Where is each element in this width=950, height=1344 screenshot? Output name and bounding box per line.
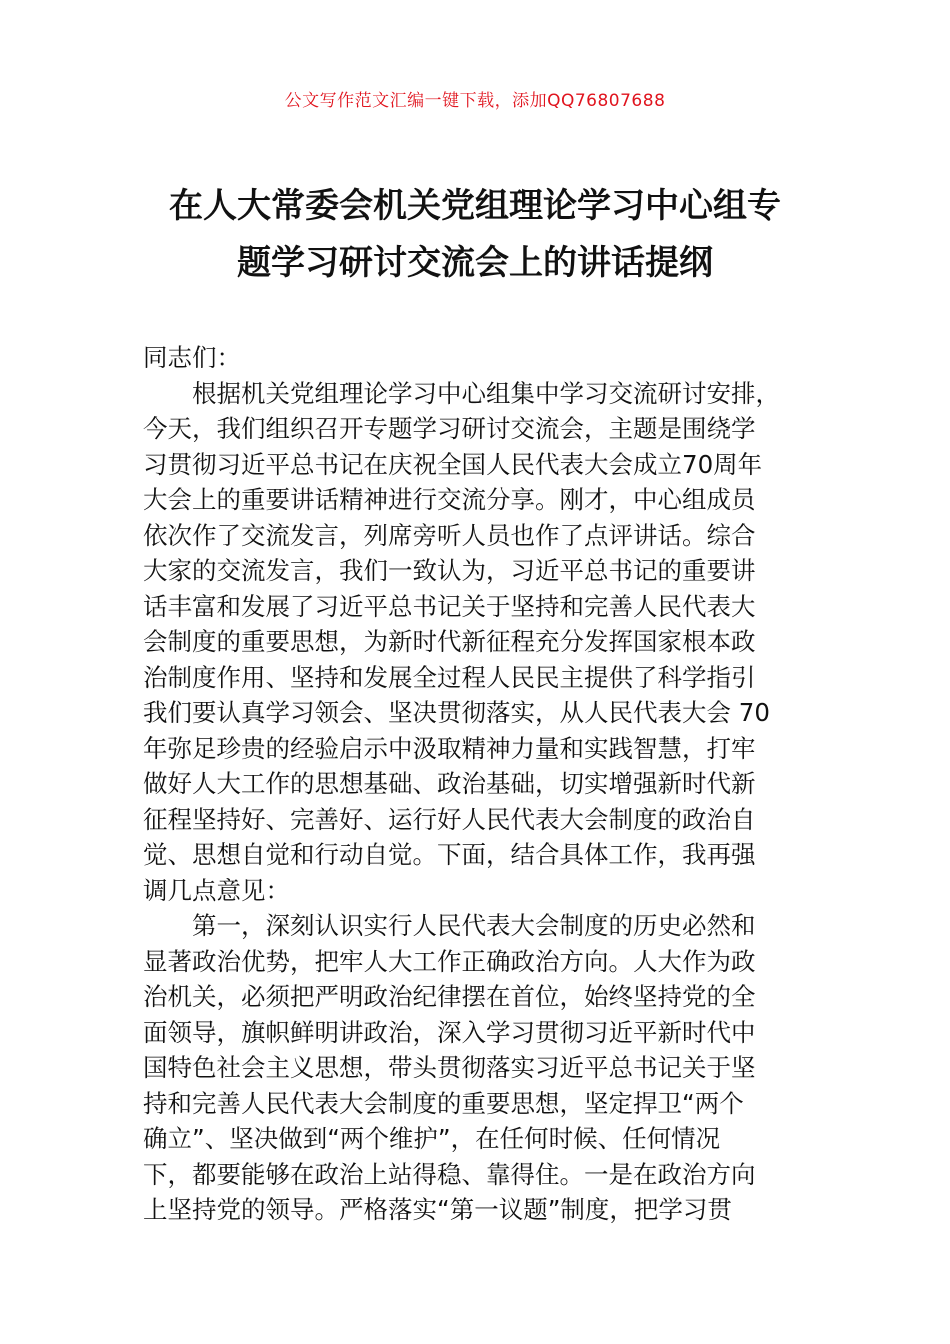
title-line: 在人大常委会机关党组理论学习中心组专 xyxy=(169,186,781,226)
text-line: 年弥足珍贵的经验启示中汲取精神力量和实践智慧，打牢 xyxy=(143,733,756,763)
text-line: 治制度作用、坚持和发展全过程人民民主提供了科学指引 xyxy=(143,662,756,692)
salutation: 同志们： xyxy=(143,343,241,372)
text-line: 今天，我们组织召开专题学习研讨交流会，主题是围绕学 xyxy=(143,414,756,443)
text-line: 习贯彻习近平总书记在庆祝全国人民代表大会成立70周年 xyxy=(143,449,763,479)
text-line: 依次作了交流发言，列席旁听人员也作了点评讲话。综合 xyxy=(143,520,756,550)
text-line: 上坚持党的领导。严格落实“第一议题”制度，把学习贯 xyxy=(143,1195,732,1224)
text-line: 治机关，必须把严明政治纪律摆在首位，始终坚持党的全 xyxy=(143,982,756,1011)
title-line: 题学习研讨交流会上的讲话提纲 xyxy=(237,243,713,283)
paragraph-1 xyxy=(143,376,809,909)
text-line: 大会上的重要讲话精神进行交流分享。刚才，中心组成员 xyxy=(143,485,756,514)
text-line: 国特色社会主义思想，带头贯彻落实习近平总书记关于坚 xyxy=(143,1053,756,1082)
text-line: 显著政治优势，把牢人大工作正确政治方向。人大作为政 xyxy=(143,946,756,976)
text-line: 我们要认真学习领会、坚决贯彻落实，从人民代表大会 70 xyxy=(143,698,770,727)
text-line: 确立”、坚决做到“两个维护”，在任何时候、任何情况 xyxy=(143,1124,721,1153)
header-banner: 公文写作范文汇编一键下载，添加QQ76807688 xyxy=(284,91,666,111)
text-line: 会制度的重要思想，为新时代新征程充分发挥国家根本政 xyxy=(143,627,756,656)
text-line: 做好人大工作的思想基础、政治基础，切实增强新时代新 xyxy=(143,769,756,798)
text-line: 第一，深刻认识实行人民代表大会制度的历史必然和 xyxy=(192,911,756,940)
text-line: 持和完善人民代表大会制度的重要思想，坚定捍卫“两个 xyxy=(143,1088,744,1118)
document-body xyxy=(143,340,809,1228)
text-line: 话丰富和发展了习近平总书记关于坚持和完善人民代表大 xyxy=(143,591,756,621)
text-line: 征程坚持好、完善好、运行好人民代表大会制度的政治自 xyxy=(143,804,756,834)
text-line: 下，都要能够在政治上站得稳、靠得住。一是在政治方向 xyxy=(143,1159,756,1189)
text-line: 面领导，旗帜鲜明讲政治，深入学习贯彻习近平新时代中 xyxy=(143,1017,756,1047)
text-line: 大家的交流发言，我们一致认为，习近平总书记的重要讲 xyxy=(143,556,756,585)
document-title xyxy=(120,178,830,292)
text-line: 根据机关党组理论学习中心组集中学习交流研讨安排， xyxy=(192,378,780,408)
text-line: 觉、思想自觉和行动自觉。下面，结合具体工作，我再强 xyxy=(143,840,756,869)
text-line: 调几点意见： xyxy=(143,875,290,905)
paragraph-2 xyxy=(143,908,809,1228)
